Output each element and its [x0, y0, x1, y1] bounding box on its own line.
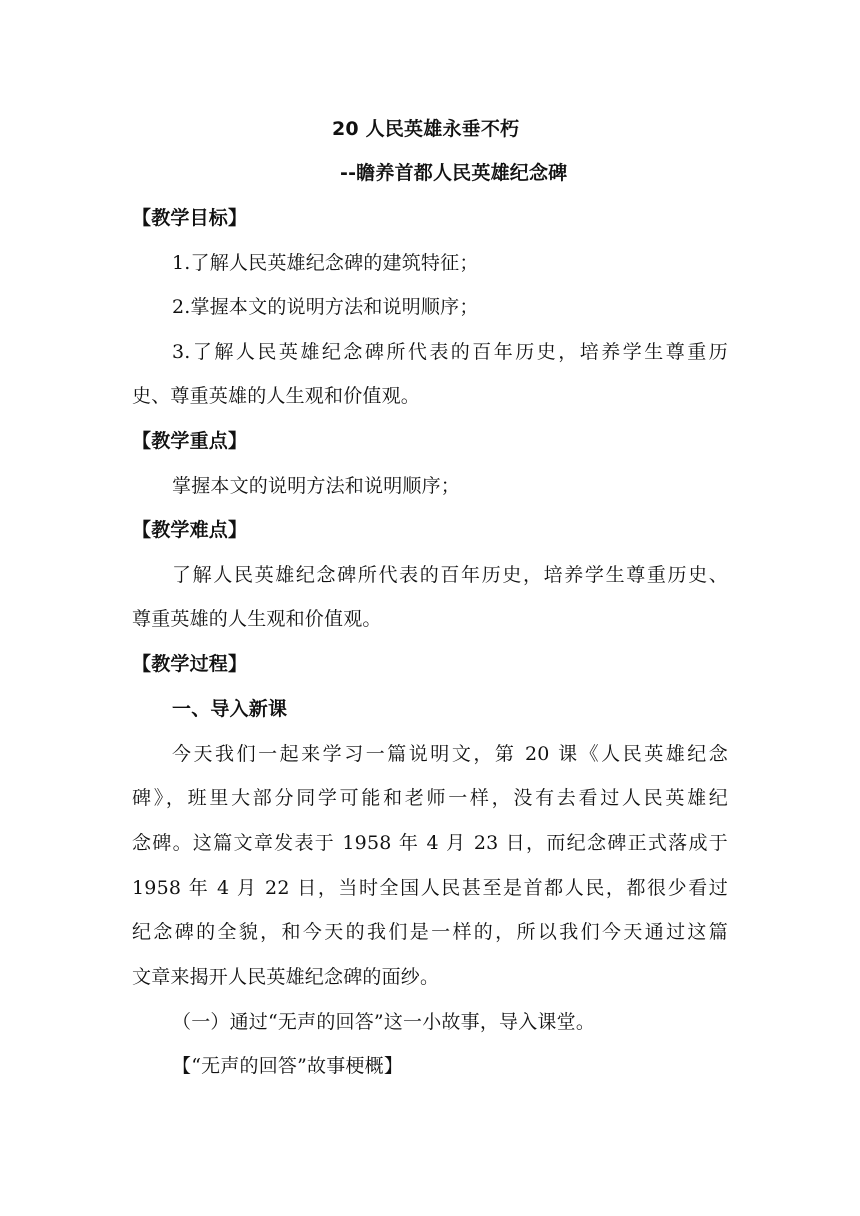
- story-heading: 【“无声的回答”故事梗概】: [172, 1055, 404, 1077]
- key-points-heading: 【教学重点】: [132, 430, 248, 452]
- objectives-heading: 【教学目标】: [132, 207, 248, 229]
- objective-item-3: 3.了解人民英雄纪念碑所代表的百年历史，培养学生尊重历: [172, 341, 728, 363]
- objective-item-1: 1.了解人民英雄纪念碑的建筑特征；: [172, 252, 479, 274]
- process-heading: 【教学过程】: [132, 653, 248, 675]
- process-paragraph-line-1: 今天我们一起来学习一篇说明文，第 20 课《人民英雄纪念: [172, 743, 728, 765]
- key-points-text: 掌握本文的说明方法和说明顺序；: [172, 475, 461, 497]
- process-subheading: 一、导入新课: [172, 698, 288, 720]
- document-title: 20 人民英雄永垂不朽: [332, 118, 520, 140]
- process-step-one: （一）通过“无声的回答”这一小故事，导入课堂。: [172, 1011, 596, 1033]
- difficulties-line-1: 了解人民英雄纪念碑所代表的百年历史，培养学生尊重历史、: [172, 564, 728, 586]
- process-paragraph-line-6: 文章来揭开人民英雄纪念碑的面纱。: [132, 966, 440, 988]
- difficulties-heading: 【教学难点】: [132, 519, 248, 541]
- process-paragraph-line-2: 碑》，班里大部分同学可能和老师一样，没有去看过人民英雄纪: [132, 787, 728, 809]
- objective-item-3-cont: 史、尊重英雄的人生观和价值观。: [132, 385, 421, 407]
- document-subtitle: --瞻养首都人民英雄纪念碑: [340, 162, 568, 184]
- difficulties-line-2: 尊重英雄的人生观和价值观。: [132, 608, 382, 630]
- process-paragraph-line-5: 纪念碑的全貌，和今天的我们是一样的，所以我们今天通过这篇: [132, 921, 728, 943]
- objective-item-2: 2.掌握本文的说明方法和说明顺序；: [172, 296, 479, 318]
- process-paragraph-line-3: 念碑。这篇文章发表于 1958 年 4 月 23 日，而纪念碑正式落成于: [132, 832, 728, 854]
- process-paragraph-line-4: 1958 年 4 月 22 日，当时全国人民甚至是首都人民，都很少看过: [132, 877, 728, 899]
